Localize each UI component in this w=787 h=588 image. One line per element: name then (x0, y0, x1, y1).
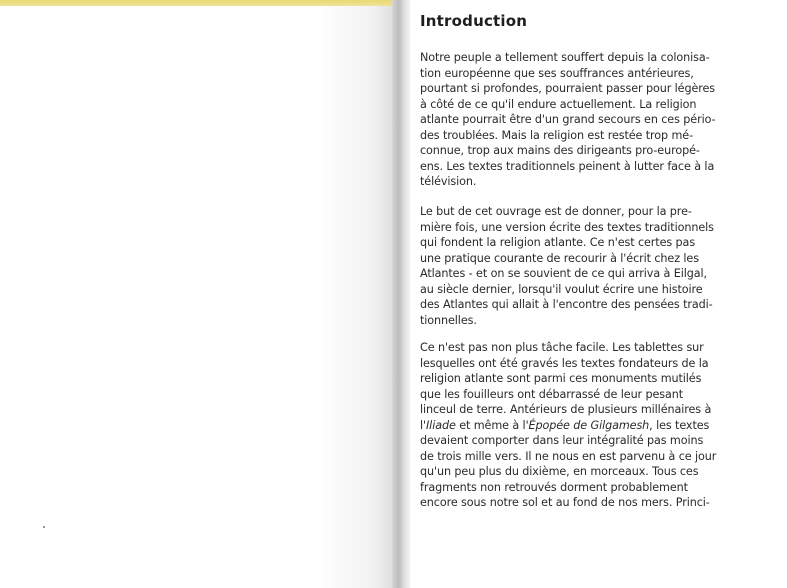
chapter-title: Introduction (420, 12, 528, 30)
text-line: qu'un peu plus du dixième, en morceaux. Tous ces (420, 465, 699, 478)
text-line: au siècle dernier, lorsqu'il voulut écrire une histoire (420, 282, 703, 296)
text-line: à côté de ce qu'il endure actuellement. La religion (420, 97, 697, 111)
text-line-with-italics (420, 418, 785, 434)
text-fragment: , les textes (649, 418, 710, 432)
italic-title-iliade: Iliade (425, 418, 456, 432)
text-line: des troublées. Mais la religion est restée trop mé- (420, 128, 694, 142)
text-line: Notre peuple a tellement souffert depuis la colonisa- (420, 51, 710, 64)
paragraph-3 (420, 340, 785, 511)
text-line: religion atlante sont parmi ces monuments mutilés (420, 372, 702, 385)
text-line: une pratique courante de recourir à l'écrit chez les (420, 251, 699, 265)
text-line: connue, trop aux mains des dirigeants pro-europé- (420, 144, 700, 157)
text-line: lesquelles ont été gravés les textes fondateurs de la (420, 356, 709, 370)
paragraph-1 (420, 50, 785, 190)
text-fragment: et même à l' (455, 418, 529, 432)
text-fragment: l' (420, 418, 426, 432)
text-line: Atlantes - et on se souvient de ce qui arriva à Eilgal, (420, 267, 707, 280)
text-line: Le but de cet ouvrage est de donner, pour la pre- (420, 205, 692, 218)
text-line: ens. Les textes traditionnels peinent à lutter face à la (420, 159, 715, 173)
text-line: devaient comporter dans leur intégralité pas moins (420, 434, 704, 447)
text-line: pourtant si profondes, pourraient passer pour légères (420, 82, 716, 95)
text-line: fragments non retrouvés dorment probablement (420, 480, 688, 494)
text-line: de trois mille vers. Il ne nous en est parvenu à ce jour (420, 449, 717, 463)
paper-speck (43, 526, 45, 528)
text-line: télévision. (420, 175, 477, 188)
text-line: tionnelles. (420, 313, 477, 327)
text-line: Ce n'est pas non plus tâche facile. Les tablettes sur (420, 341, 704, 354)
right-page (410, 0, 787, 588)
left-page-blank (0, 6, 396, 588)
italic-title-gilgamesh: Épopée de Gilgamesh (528, 418, 650, 432)
text-line: des Atlantes qui allait à l'encontre des pensées tradi- (420, 298, 713, 311)
text-line: encore sous notre sol et au fond de nos mers. Princi- (420, 496, 710, 509)
text-line: que les fouilleurs ont débarrassé de leur pesant (420, 387, 684, 401)
text-line: mière fois, une version écrite des textes traditionnels (420, 220, 714, 234)
paragraph-2 (420, 204, 785, 328)
text-line: tion européenne que ses souffrances antérieures, (420, 66, 694, 80)
text-line: linceul de terre. Antérieurs de plusieurs millénaires à (420, 403, 712, 416)
text-line: atlante pourrait être d'un grand secours en ces pério- (420, 113, 716, 126)
text-line: qui fondent la religion atlante. Ce n'est certes pas (420, 236, 696, 249)
